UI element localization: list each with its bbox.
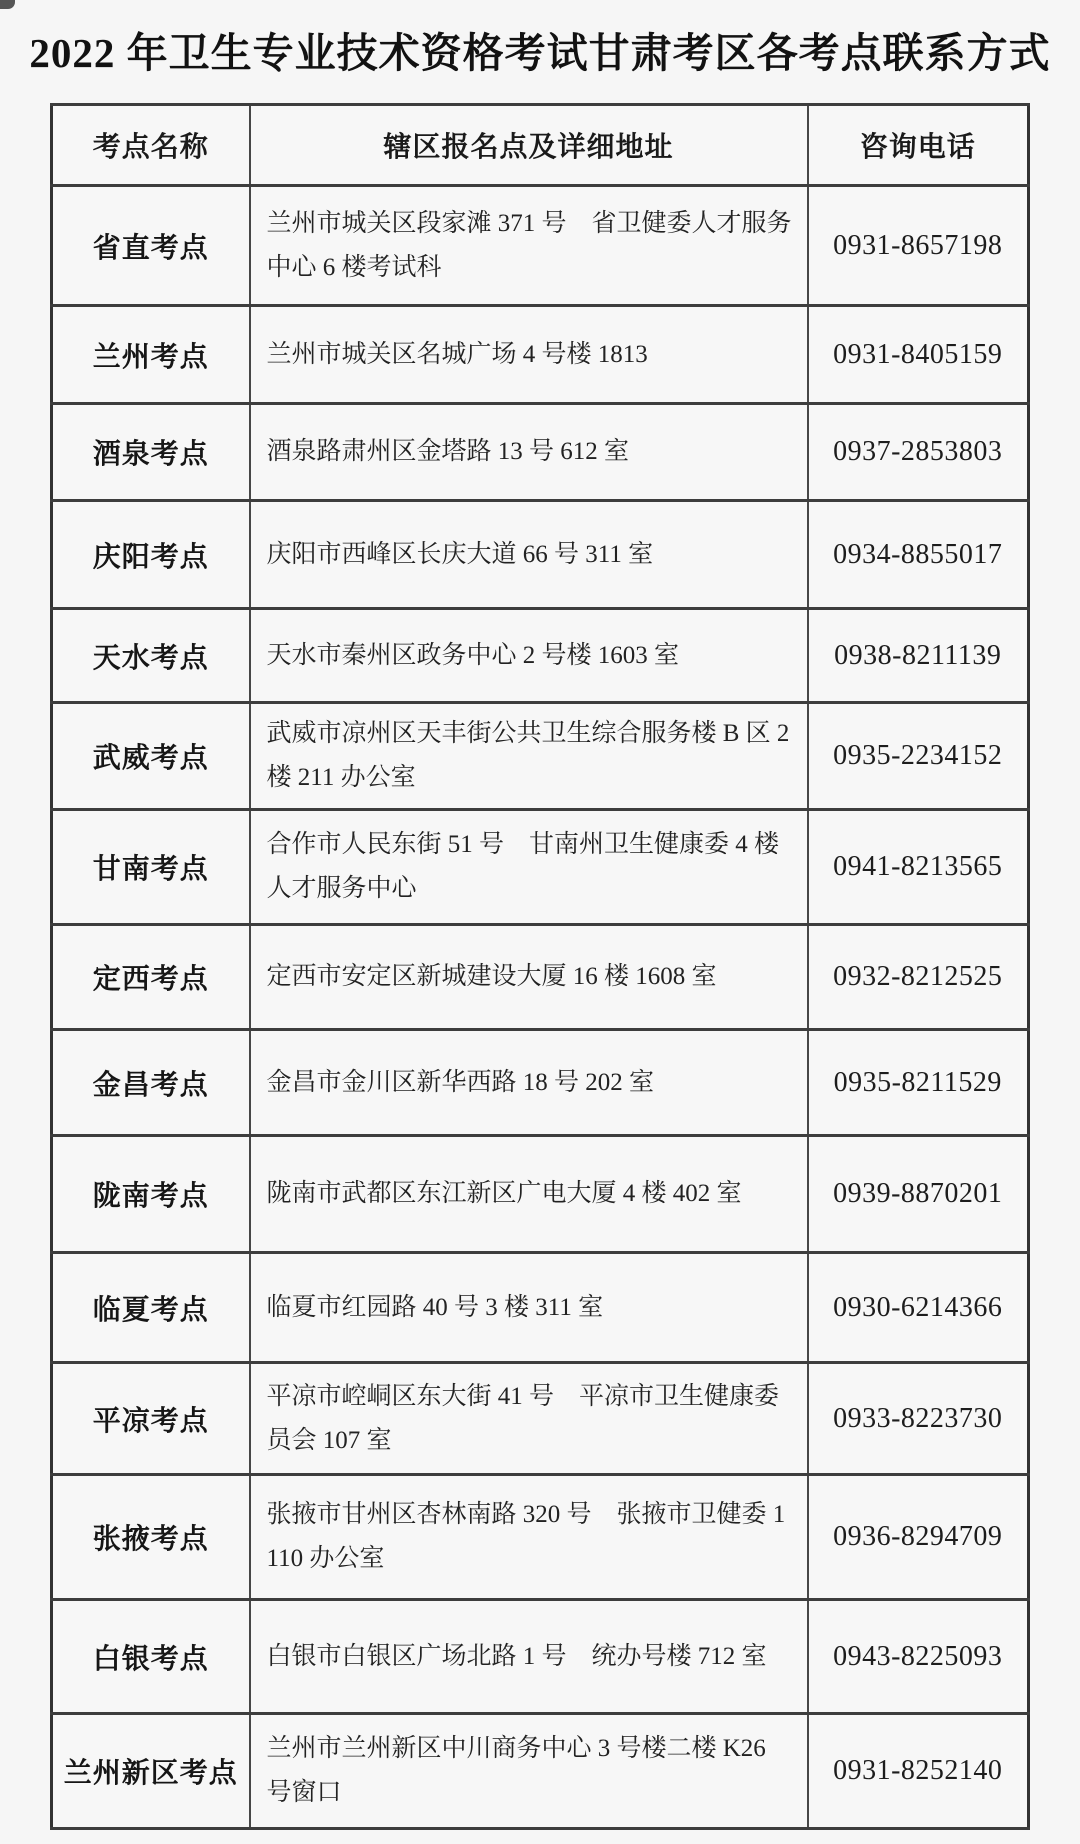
table-row (52, 1600, 1029, 1714)
registration-address-cell: 平凉市崆峒区东大街 41 号 平凉市卫生健康委员会 107 室 (250, 1363, 808, 1475)
exam-site-name-cell: 庆阳考点 (52, 501, 250, 609)
exam-site-name-cell: 张掖考点 (52, 1475, 250, 1600)
registration-address-cell: 白银市白银区广场北路 1 号 统办号楼 712 室 (250, 1600, 808, 1714)
phone-number-cell: 0932-8212525 (808, 925, 1029, 1030)
phone-number-cell: 0933-8223730 (808, 1363, 1029, 1475)
registration-address-cell: 武威市凉州区天丰街公共卫生综合服务楼 B 区 2 楼 211 办公室 (250, 703, 808, 810)
phone-number-cell: 0938-8211139 (808, 609, 1029, 703)
exam-site-name-cell: 甘南考点 (52, 810, 250, 925)
table-row (52, 306, 1029, 404)
table-row (52, 1475, 1029, 1600)
table-body (52, 186, 1029, 1829)
phone-number-cell: 0937-2853803 (808, 404, 1029, 501)
phone-number-cell: 0936-8294709 (808, 1475, 1029, 1600)
phone-number-cell: 0931-8657198 (808, 186, 1029, 306)
registration-address-cell: 兰州市城关区名城广场 4 号楼 1813 (250, 306, 808, 404)
exam-site-name-cell: 省直考点 (52, 186, 250, 306)
registration-address-cell: 金昌市金川区新华西路 18 号 202 室 (250, 1030, 808, 1136)
phone-number-cell: 0941-8213565 (808, 810, 1029, 925)
exam-site-name-cell: 兰州新区考点 (52, 1714, 250, 1829)
exam-site-name-cell: 陇南考点 (52, 1136, 250, 1253)
exam-site-name-cell: 定西考点 (52, 925, 250, 1030)
page-title: 2022 年卫生专业技术资格考试甘肃考区各考点联系方式 (29, 30, 1051, 76)
phone-number-cell: 0930-6214366 (808, 1253, 1029, 1363)
table-row (52, 925, 1029, 1030)
header-exam-site-name: 考点名称 (52, 105, 250, 186)
table-row (52, 404, 1029, 501)
phone-number-cell: 0935-8211529 (808, 1030, 1029, 1136)
exam-site-name-cell: 金昌考点 (52, 1030, 250, 1136)
phone-number-cell: 0943-8225093 (808, 1600, 1029, 1714)
registration-address-cell: 陇南市武都区东江新区广电大厦 4 楼 402 室 (250, 1136, 808, 1253)
phone-number-cell: 0935-2234152 (808, 703, 1029, 810)
exam-site-name-cell: 武威考点 (52, 703, 250, 810)
contact-table (50, 103, 1030, 1830)
phone-number-cell: 0931-8252140 (808, 1714, 1029, 1829)
header-registration-address: 辖区报名点及详细地址 (250, 105, 808, 186)
table-row (52, 609, 1029, 703)
registration-address-cell: 定西市安定区新城建设大厦 16 楼 1608 室 (250, 925, 808, 1030)
exam-site-name-cell: 白银考点 (52, 1600, 250, 1714)
table-row (52, 810, 1029, 925)
exam-site-name-cell: 临夏考点 (52, 1253, 250, 1363)
header-row (52, 105, 1029, 186)
exam-site-name-cell: 酒泉考点 (52, 404, 250, 501)
table-row (52, 1363, 1029, 1475)
registration-address-cell: 兰州市城关区段家滩 371 号 省卫健委人才服务中心 6 楼考试科 (250, 186, 808, 306)
table-row (52, 703, 1029, 810)
registration-address-cell: 临夏市红园路 40 号 3 楼 311 室 (250, 1253, 808, 1363)
table-row (52, 1714, 1029, 1829)
table-row (52, 1030, 1029, 1136)
registration-address-cell: 庆阳市西峰区长庆大道 66 号 311 室 (250, 501, 808, 609)
registration-address-cell: 天水市秦州区政务中心 2 号楼 1603 室 (250, 609, 808, 703)
exam-site-name-cell: 平凉考点 (52, 1363, 250, 1475)
table-row (52, 1136, 1029, 1253)
header-phone: 咨询电话 (808, 105, 1029, 186)
table-row (52, 186, 1029, 306)
registration-address-cell: 兰州市兰州新区中川商务中心 3 号楼二楼 K26 号窗口 (250, 1714, 808, 1829)
table-row (52, 501, 1029, 609)
exam-site-name-cell: 兰州考点 (52, 306, 250, 404)
phone-number-cell: 0934-8855017 (808, 501, 1029, 609)
phone-number-cell: 0939-8870201 (808, 1136, 1029, 1253)
phone-number-cell: 0931-8405159 (808, 306, 1029, 404)
registration-address-cell: 酒泉路肃州区金塔路 13 号 612 室 (250, 404, 808, 501)
table-row (52, 1253, 1029, 1363)
registration-address-cell: 合作市人民东街 51 号 甘南州卫生健康委 4 楼人才服务中心 (250, 810, 808, 925)
exam-site-name-cell: 天水考点 (52, 609, 250, 703)
registration-address-cell: 张掖市甘州区杏林南路 320 号 张掖市卫健委 1110 办公室 (250, 1475, 808, 1600)
